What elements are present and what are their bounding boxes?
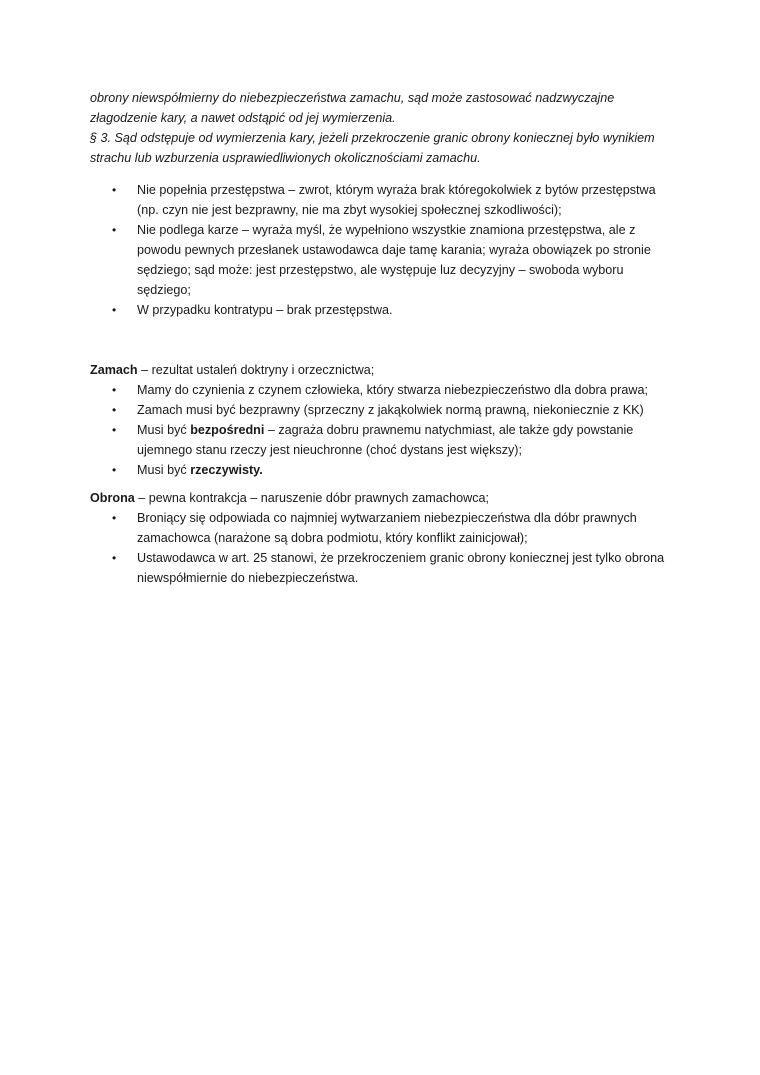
bullet-icon: • (112, 303, 117, 317)
list-obrona (90, 508, 680, 588)
obrona-heading (90, 488, 680, 508)
bullet-icon: • (112, 383, 117, 397)
list-item: • Ustawodawca w art. 25 stanowi, że przekroczeniem granic obrony koniecznej jest tylko obrona niewspółmiernie do niebezpieczeństwa. (90, 548, 680, 588)
bullet-icon: • (112, 223, 117, 237)
bullet-icon: • (112, 183, 117, 197)
list-item: • W przypadku kontratypu – brak przestępstwa. (90, 300, 680, 320)
list-item: • Musi być bezpośredni – zagraża dobru prawnemu natychmiast, ale także gdy powstanie ujemnego stanu rzeczy jest nieuchronne (choć dystans jest większy); (90, 420, 680, 460)
obrona-description: – pewna kontrakcja – naruszenie dóbr prawnych zamachowca; (134, 491, 489, 505)
list-zamach (90, 380, 680, 480)
zamach-term: Zamach (90, 363, 138, 377)
list-item: • Mamy do czynienia z czynem człowieka, który stwarza niebezpieczeństwo dla dobra prawa; (90, 380, 680, 400)
intro-paragraph-2: § 3. Sąd odstępuje od wymierzenia kary, jeżeli przekroczenie granic obrony koniecznej było wynikiem strachu lub wzburzenia usprawiedliwionych okolicznościami zamachu. (90, 131, 655, 165)
obrona-term: Obrona (90, 491, 135, 505)
bullet-icon: • (112, 551, 117, 565)
list-item: • Nie podlega karze – wyraża myśl, że wypełniono wszystkie znamiona przestępstwa, ale z powodu pewnych przesłanek ustawodawca daje tamę karania; wyraża obowiązek po stronie sędziego; sąd może: jest przestępstwo, ale występuje luz decyzyjny – swoboda wyboru sędziego; (90, 220, 680, 300)
list-item: • Nie popełnia przestępstwa – zwrot, którym wyraża brak któregokolwiek z bytów przestępstwa (np. czyn nie jest bezprawny, nie ma zbyt wysokiej społecznej szkodliwości); (90, 180, 680, 220)
zamach-heading (90, 360, 680, 380)
document-page (90, 88, 680, 588)
bullet-icon: • (112, 463, 117, 477)
list-liability-terms (90, 180, 680, 320)
list-item: • Zamach musi być bezprawny (sprzeczny z jakąkolwiek normą prawną, niekoniecznie z KK) (90, 400, 680, 420)
list-item: • Musi być rzeczywisty. (90, 460, 680, 480)
bullet-icon: • (112, 511, 117, 525)
bullet-icon: • (112, 423, 117, 437)
list-item: • Broniący się odpowiada co najmniej wytwarzaniem niebezpieczeństwa dla dóbr prawnych zamachowca (narażone są dobra podmiotu, który konflikt zainicjował); (90, 508, 680, 548)
intro-paragraph-1: obrony niewspółmierny do niebezpieczeństwa zamachu, sąd może zastosować nadzwyczajne złagodzenie kary, a nawet odstąpić od jej wymierzenia. (90, 91, 615, 125)
zamach-description: – rezultat ustaleń doktryny i orzecznictwa; (137, 363, 375, 377)
bullet-icon: • (112, 403, 117, 417)
